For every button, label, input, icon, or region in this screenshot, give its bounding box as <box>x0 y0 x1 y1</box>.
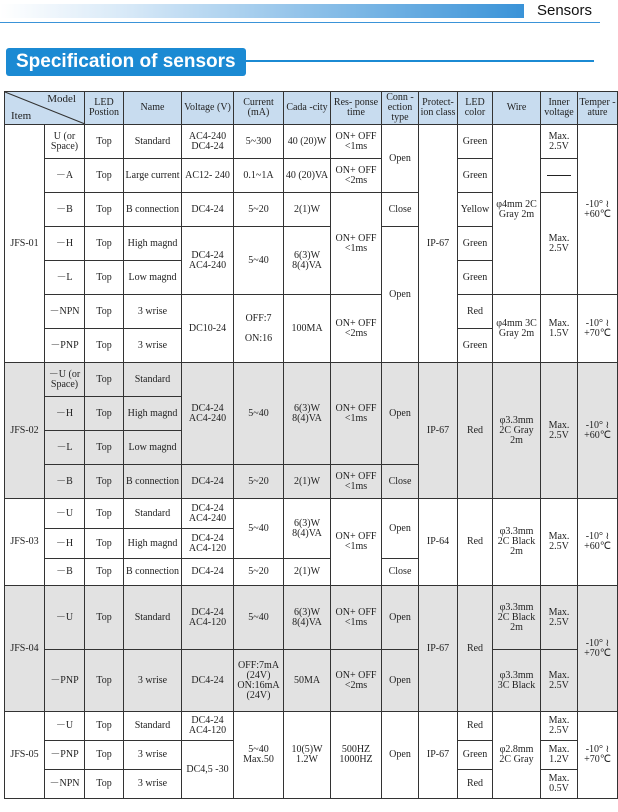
led-position-cell: Top <box>85 712 124 741</box>
model-cell: －PNP <box>45 329 85 363</box>
led-color-cell: Green <box>458 261 493 295</box>
connection-cell: Open <box>382 586 419 650</box>
led-color-cell: Red <box>458 499 493 586</box>
name-cell: Standard <box>124 363 182 397</box>
model-header: Model <box>47 93 76 105</box>
response-cell: ON+ OFF <2ms <box>331 159 382 193</box>
led-position-cell: Top <box>85 499 124 529</box>
table-row <box>5 650 618 712</box>
name-cell: 3 wrise <box>124 650 182 712</box>
model-cell: －A <box>45 159 85 193</box>
led-color-cell: Red <box>458 586 493 712</box>
led-position-cell: Top <box>85 193 124 227</box>
response-cell: ON+ OFF <1ms <box>331 465 382 499</box>
voltage-cell: DC4-24 <box>182 193 234 227</box>
connection-cell: Close <box>382 559 419 586</box>
current-cell: OFF:7mA (24V) ON:16mA (24V) <box>234 650 284 712</box>
led-color-cell: Green <box>458 227 493 261</box>
led-position-cell: Top <box>85 559 124 586</box>
response-cell: ON+ OFF <1ms <box>331 125 382 159</box>
led-color-cell: Red <box>458 363 493 499</box>
led-color-cell: Green <box>458 741 493 770</box>
col-response-time: Res- ponse time <box>331 92 382 125</box>
capacity-cell: 6(3)W 8(4)VA <box>284 499 331 559</box>
model-cell: U (or Space) <box>45 125 85 159</box>
wire-cell: φ3.3mm 2C Gray 2m <box>493 363 541 499</box>
inner-voltage-cell: Max. 2.5V <box>541 193 578 295</box>
col-connection-type: Conn -ection type <box>382 92 419 125</box>
response-cell: ON+ OFF <1ms <box>331 193 382 295</box>
connection-cell: Open <box>382 712 419 799</box>
led-color-cell: Red <box>458 770 493 799</box>
led-position-cell: Top <box>85 125 124 159</box>
protection-cell: IP-67 <box>419 125 458 363</box>
name-cell: B connection <box>124 193 182 227</box>
connection-cell: Open <box>382 499 419 559</box>
col-voltage: Voltage (V) <box>182 92 234 125</box>
model-cell: －NPN <box>45 295 85 329</box>
name-cell: 3 wrise <box>124 741 182 770</box>
item-jfs-01: JFS-01 <box>5 125 45 363</box>
item-jfs-05: JFS-05 <box>5 712 45 799</box>
name-cell: High magnd <box>124 397 182 431</box>
wire-cell: φ3.3mm 2C Black 2m <box>493 499 541 586</box>
table-row <box>5 295 618 329</box>
inner-voltage-cell: Max. 2.5V <box>541 125 578 159</box>
table-row <box>5 586 618 650</box>
name-cell: Large current <box>124 159 182 193</box>
led-color-cell: Yellow <box>458 193 493 227</box>
not-applicable-dash <box>547 175 571 176</box>
capacity-cell: 10(5)W 1.2W <box>284 712 331 799</box>
led-position-cell: Top <box>85 159 124 193</box>
led-color-cell: Green <box>458 329 493 363</box>
led-position-cell: Top <box>85 261 124 295</box>
name-cell: High magnd <box>124 529 182 559</box>
response-cell: ON+ OFF <1ms <box>331 586 382 650</box>
capacity-cell: 2(1)W <box>284 559 331 586</box>
current-cell: 5~20 <box>234 465 284 499</box>
voltage-cell: AC4-240 DC4-24 <box>182 125 234 159</box>
capacity-cell: 40 (20)W <box>284 125 331 159</box>
col-current: Current (mA) <box>234 92 284 125</box>
inner-voltage-cell: Max. 2.5V <box>541 650 578 712</box>
current-cell <box>234 295 284 363</box>
led-position-cell: Top <box>85 741 124 770</box>
connection-cell: Open <box>382 227 419 363</box>
voltage-cell: DC4-24 AC4-120 <box>182 586 234 650</box>
name-cell: Low magnd <box>124 261 182 295</box>
model-cell: －H <box>45 529 85 559</box>
capacity-cell: 40 (20)VA <box>284 159 331 193</box>
voltage-cell: DC10-24 <box>182 295 234 363</box>
wire-cell: φ3.3mm 2C Black 2m <box>493 586 541 650</box>
model-cell: －H <box>45 227 85 261</box>
temperature-cell: -10° ≀ +60℃ <box>578 499 618 586</box>
col-led-position: LED Postion <box>85 92 124 125</box>
inner-voltage-cell: Max. 1.5V <box>541 295 578 363</box>
inner-voltage-cell: Max. 0.5V <box>541 770 578 799</box>
voltage-cell: DC4-24 AC4-240 <box>182 227 234 295</box>
section-title: Specification of sensors <box>6 48 246 76</box>
name-cell: 3 wrise <box>124 329 182 363</box>
voltage-cell: DC4-24 AC4-120 <box>182 712 234 741</box>
current-cell: 5~40 <box>234 499 284 559</box>
item-jfs-04: JFS-04 <box>5 586 45 712</box>
led-position-cell: Top <box>85 431 124 465</box>
connection-cell: Close <box>382 193 419 227</box>
table-row <box>5 363 618 397</box>
temperature-cell: -10° ≀ +70℃ <box>578 586 618 712</box>
current-cell: 0.1~1A <box>234 159 284 193</box>
spec-table <box>4 91 618 799</box>
led-color-cell: Green <box>458 125 493 159</box>
current-cell: 5~20 <box>234 559 284 586</box>
voltage-cell: DC4-24 <box>182 650 234 712</box>
model-cell: －L <box>45 261 85 295</box>
model-cell: －U <box>45 586 85 650</box>
model-cell: －B <box>45 559 85 586</box>
response-cell: ON+ OFF <2ms <box>331 295 382 363</box>
voltage-cell: DC4-24 AC4-120 <box>182 529 234 559</box>
inner-voltage-cell: Max. 2.5V <box>541 712 578 741</box>
current-off: OFF:7 <box>245 312 272 324</box>
table-row <box>5 712 618 741</box>
name-cell: Standard <box>124 712 182 741</box>
name-cell: 3 wrise <box>124 295 182 329</box>
item-header: Item <box>11 110 32 122</box>
voltage-cell: DC4-24 AC4-240 <box>182 363 234 465</box>
response-cell: ON+ OFF <1ms <box>331 499 382 586</box>
model-cell: －PNP <box>45 741 85 770</box>
wire-cell: φ4mm 2C Gray 2m <box>493 125 541 295</box>
name-cell: Standard <box>124 499 182 529</box>
item-jfs-02: JFS-02 <box>5 363 45 499</box>
capacity-cell: 6(3)W 8(4)VA <box>284 586 331 650</box>
led-color-cell: Red <box>458 712 493 741</box>
led-position-cell: Top <box>85 363 124 397</box>
capacity-cell: 2(1)W <box>284 465 331 499</box>
led-color-cell: Red <box>458 295 493 329</box>
voltage-cell: DC4,5 -30 <box>182 741 234 799</box>
response-cell: ON+ OFF <2ms <box>331 650 382 712</box>
response-cell: 500HZ 1000HZ <box>331 712 382 799</box>
connection-cell: Close <box>382 465 419 499</box>
inner-voltage-cell: Max. 2.5V <box>541 586 578 650</box>
col-temperature: Temper -ature <box>578 92 618 125</box>
wire-cell: φ3.3mm 3C Black <box>493 650 541 712</box>
led-position-cell: Top <box>85 529 124 559</box>
inner-voltage-cell: Max. 2.5V <box>541 499 578 586</box>
response-cell: ON+ OFF <1ms <box>331 363 382 465</box>
voltage-cell: DC4-24 AC4-240 <box>182 499 234 529</box>
model-cell: －NPN <box>45 770 85 799</box>
name-cell: B connection <box>124 559 182 586</box>
led-position-cell: Top <box>85 397 124 431</box>
col-protection-class: Protect- ion class <box>419 92 458 125</box>
voltage-cell: AC12- 240 <box>182 159 234 193</box>
model-item-corner <box>5 92 85 125</box>
name-cell: Low magnd <box>124 431 182 465</box>
model-cell: －U <box>45 499 85 529</box>
page-header <box>0 0 600 24</box>
led-position-cell: Top <box>85 295 124 329</box>
connection-cell: Open <box>382 363 419 465</box>
name-cell: 3 wrise <box>124 770 182 799</box>
table-row <box>5 499 618 529</box>
current-cell: 5~40 Max.50 <box>234 712 284 799</box>
connection-cell: Open <box>382 125 419 193</box>
capacity-cell: 6(3)W 8(4)VA <box>284 227 331 295</box>
led-color-cell: Green <box>458 159 493 193</box>
wire-cell: φ2.8mm 2C Gray <box>493 712 541 799</box>
led-position-cell: Top <box>85 650 124 712</box>
inner-voltage-cell: Max. 1.2V <box>541 741 578 770</box>
wire-cell: φ4mm 3C Gray 2m <box>493 295 541 363</box>
model-cell: －B <box>45 193 85 227</box>
current-cell: 5~20 <box>234 193 284 227</box>
item-jfs-03: JFS-03 <box>5 499 45 586</box>
temperature-cell: -10° ≀ +70℃ <box>578 295 618 363</box>
name-cell: Standard <box>124 586 182 650</box>
name-cell: B connection <box>124 465 182 499</box>
current-cell: 5~300 <box>234 125 284 159</box>
voltage-cell: DC4-24 <box>182 465 234 499</box>
led-position-cell: Top <box>85 586 124 650</box>
current-cell: 5~40 <box>234 227 284 295</box>
model-cell: －U <box>45 712 85 741</box>
col-inner-voltage: Inner voltage <box>541 92 578 125</box>
temperature-cell: -10° ≀ +60℃ <box>578 363 618 499</box>
capacity-cell: 2(1)W <box>284 193 331 227</box>
name-cell: High magnd <box>124 227 182 261</box>
inner-voltage-cell: Max. 2.5V <box>541 363 578 499</box>
current-cell: 5~40 <box>234 363 284 465</box>
led-position-cell: Top <box>85 770 124 799</box>
section-title-rule <box>246 60 594 62</box>
led-position-cell: Top <box>85 329 124 363</box>
col-wire: Wire <box>493 92 541 125</box>
model-cell: －L <box>45 431 85 465</box>
table-row <box>5 125 618 159</box>
header-gradient-band <box>0 4 524 18</box>
col-capacity: Cada -city <box>284 92 331 125</box>
capacity-cell: 50MA <box>284 650 331 712</box>
voltage-cell: DC4-24 <box>182 559 234 586</box>
model-cell: －PNP <box>45 650 85 712</box>
temperature-cell: -10° ≀ +60℃ <box>578 125 618 295</box>
protection-cell: IP-64 <box>419 499 458 586</box>
protection-cell: IP-67 <box>419 586 458 712</box>
protection-cell: IP-67 <box>419 363 458 499</box>
protection-cell: IP-67 <box>419 712 458 799</box>
inner-voltage-cell <box>541 159 578 193</box>
connection-cell: Open <box>382 650 419 712</box>
name-cell: Standard <box>124 125 182 159</box>
temperature-cell: -10° ≀ +70℃ <box>578 712 618 799</box>
led-position-cell: Top <box>85 227 124 261</box>
table-header-row <box>5 92 618 125</box>
current-cell: 5~40 <box>234 586 284 650</box>
header-rule <box>0 22 600 23</box>
capacity-cell: 100MA <box>284 295 331 363</box>
model-cell: －B <box>45 465 85 499</box>
model-cell: －U (or Space) <box>45 363 85 397</box>
led-position-cell: Top <box>85 465 124 499</box>
col-led-color: LED color <box>458 92 493 125</box>
model-cell: －H <box>45 397 85 431</box>
category-label: Sensors <box>536 2 592 19</box>
capacity-cell: 6(3)W 8(4)VA <box>284 363 331 465</box>
current-on: ON:16 <box>244 332 273 344</box>
col-name: Name <box>124 92 182 125</box>
